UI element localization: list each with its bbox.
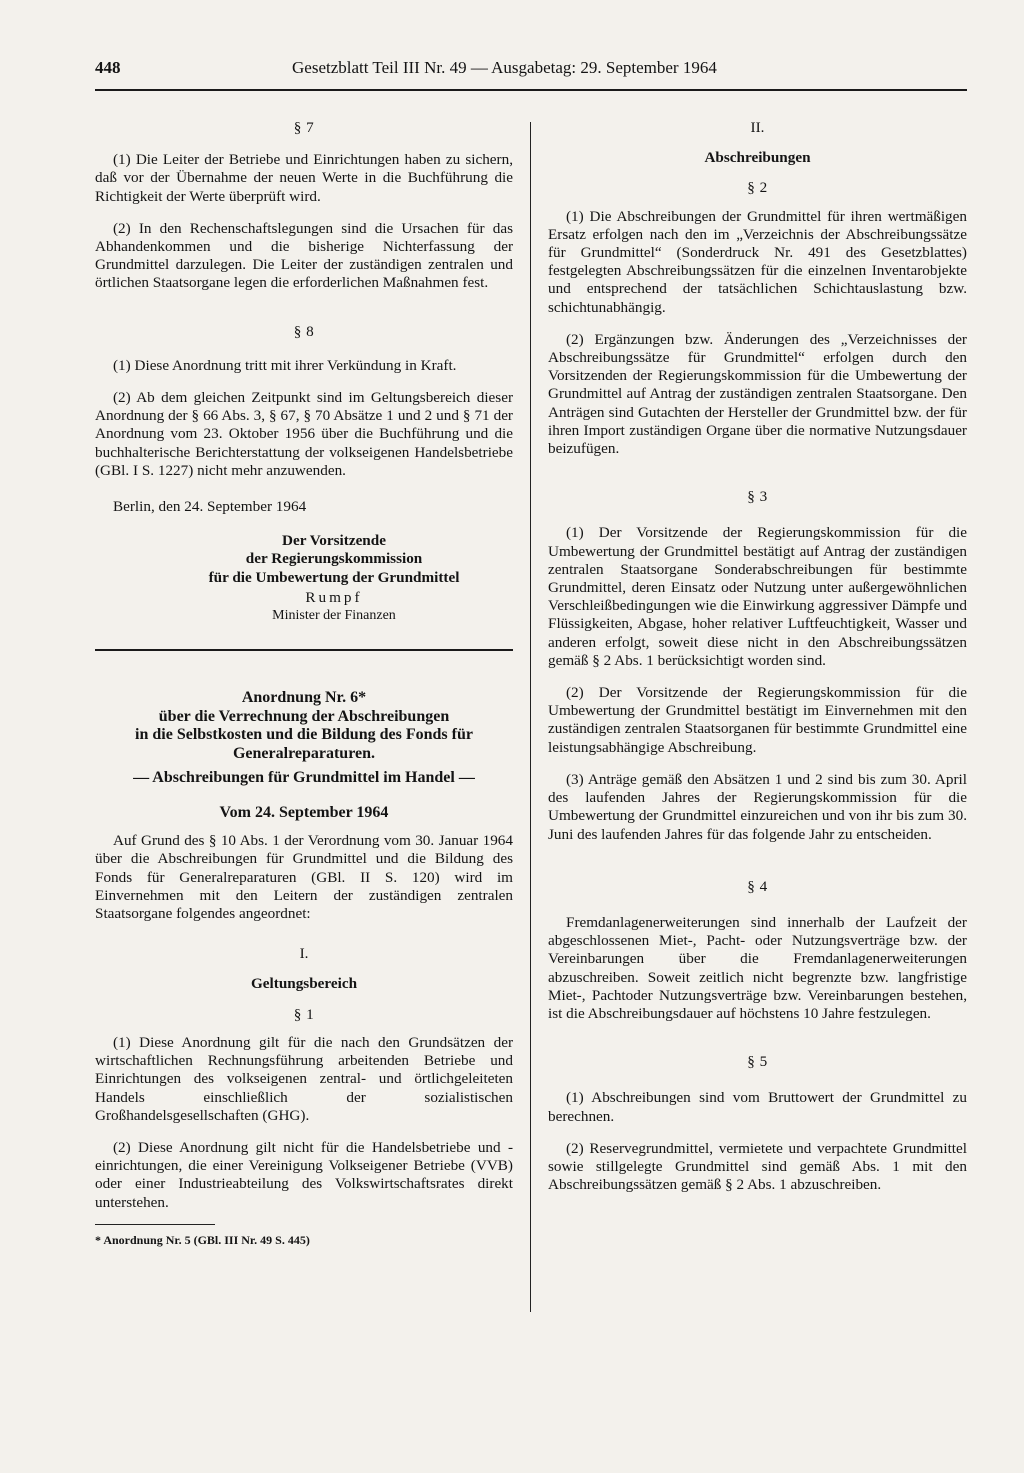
ordinance-title-line-2: über die Verrechnung der Abschreibungen [158, 707, 450, 725]
column-divider [530, 122, 531, 1312]
section-1-heading: § 1 [293, 1005, 315, 1023]
section-2-paragraph-1: (1) Die Abschreibungen der Grundmittel für ihren wertmäßigen Ersatz erfolgen nach den im „Verzeichnis der Abschreibungssätze für Grundmittel“ (Sonderdruck Nr. 491 des Gesetzblattes) festgelegten Abschreibungssätzen für die einzelnen Inventarobjekte und entsprechend der tatsächlichen Schichtauslastung bzw. schichtunabhängig. [548, 207, 967, 316]
section-8-paragraph-1: (1) Diese Anordnung tritt mit ihrer Verkündung in Kraft. [113, 356, 457, 374]
signature-line-3: für die Umbewertung der Grundmittel [208, 568, 460, 586]
ordinance-title-line-3: in die Selbstkosten und die Bildung des Fonds für [135, 726, 473, 744]
signature-block [95, 532, 513, 625]
header-title: Gesetzblatt Teil III Nr. 49 — Ausgabetag: 29. September 1964 [292, 58, 717, 77]
section-2-heading: § 2 [747, 179, 768, 197]
footnote-rule [95, 1224, 215, 1225]
ordinance-title-line-1: Anordnung Nr. 6* [241, 689, 367, 707]
signatory-name: Rumpf [305, 588, 363, 606]
page-number: 448 [95, 58, 121, 77]
ordinance-title-block [95, 689, 513, 822]
date-line: Berlin, den 24. September 1964 [113, 498, 307, 516]
section-8-heading: § 8 [293, 322, 315, 340]
section-8-paragraph-2: (2) Ab dem gleichen Zeitpunkt sind im Geltungsbereich dieser Anordnung der § 66 Abs. 3, § 67, § 70 Absätze 1 und 2 und § 71 der Anordnung vom 23. Oktober 1956 über die Buchführung und die buchhalterische Berichterstattung der volkseigenen Handelsbetriebe (GBl. I S. 1227) nicht mehr anzuwenden. [95, 389, 513, 479]
page-header [95, 58, 966, 88]
section-5-heading: § 5 [747, 1053, 768, 1071]
footnote: * Anordnung Nr. 5 (GBl. III Nr. 49 S. 445) [95, 1232, 310, 1247]
part-1-title: Geltungsbereich [250, 975, 358, 993]
section-7-heading: § 7 [293, 119, 315, 136]
section-4-heading: § 4 [747, 877, 768, 895]
section-7-paragraph-1: (1) Die Leiter der Betriebe und Einrichtungen haben zu sichern, daß vor der Übernahme der neuen Werte in die Buchführung die Richtigkeit der Werte überprüft wird. [95, 151, 513, 205]
ordinance-subtitle: — Abschreibungen für Grundmittel im Handel — [133, 769, 475, 787]
ordinance-date: Vom 24. September 1964 [219, 803, 389, 821]
signature-line-1: Der Vorsitzende [282, 532, 386, 550]
header-rule [95, 89, 967, 91]
section-1-paragraph-1: (1) Diese Anordnung gilt für die nach den Grundsätzen der wirtschaftlichen Rechnungsführung arbeitenden Betriebe und Einrichtungen des volkseigenen zentral- und örtlichgeleiteten Handels einschließlich der sozialistischen Großhandelsgesellschaften (GHG). [95, 1033, 513, 1124]
section-3-paragraph-1: (1) Der Vorsitzende der Regierungskommission für die Umbewertung der Grundmittel bestätigt auf Antrag der zuständigen zentralen Staatsorgane Sonderabschreibungen für bestimmte Grundmittel, deren Einsatz oder Nutzung unter außergewöhnlichen Verschleißbedingungen wie die Einwirkung aggressiver Dämpfe und Flüssigkeiten, Abgase, hoher relativer Luftfeuchtigkeit, Wasser und anderen erfolgt, soweit diese nicht in den Abschreibungssätzen gemäß § 2 Abs. 1 berücksichtigt worden sind. [548, 524, 967, 669]
section-4-paragraph: Fremdanlagenerweiterungen sind innerhalb der Laufzeit der abgeschlossenen Miet-, Pacht- oder Nutzungsverträge bzw. der Vereinbarungen über die Fremdanlagenerweiterungen abzuschreiben. Soweit zeitlich nicht begrenzte bzw. langfristige Miet-, Pachtoder Nutzungsverträge bzw. Vereinbarungen bestehen, ist die Abschreibungsdauer auf höchstens 10 Jahre festzulegen. [548, 913, 967, 1022]
part-2-number: II. [750, 119, 765, 136]
section-divider-rule [95, 649, 513, 651]
right-column [548, 100, 967, 1194]
part-2-title: Abschreibungen [704, 149, 811, 167]
section-3-heading: § 3 [747, 488, 768, 506]
part-1-number: I. [299, 945, 309, 963]
section-1-paragraph-2: (2) Diese Anordnung gilt nicht für die Handelsbetriebe und -einrichtungen, die einer Vereinigung Volkseigener Betriebe (VVB) oder einer Industrieabteilung des Volkswirtschaftsrates direkt unterstehen. [95, 1138, 513, 1211]
signature-line-2: der Regierungskommission [245, 550, 423, 568]
section-2-paragraph-2: (2) Ergänzungen bzw. Änderungen des „Verzeichnisses der Abschreibungssätze für Grundmittel“ erfolgen durch den Vorsitzenden der Regierungskommission für die Umbewertung der Grundmittel auf Antrag der zuständigen zentralen Staatsorgane. Den Anträgen sind Gutachten der Hersteller der Grundmittel bzw. der für ihren Import zuständigen Organe über die normative Nutzungsdauer beizufügen. [548, 330, 967, 458]
ordinance-intro: Auf Grund des § 10 Abs. 1 der Verordnung vom 30. Januar 1964 über die Abschreibungen für Grundmittel und die Bildung des Fonds für Generalreparaturen (GBl. II S. 120) wird im Einvernehmen mit den Leitern der zuständigen zentralen Staatsorgane folgendes angeordnet: [95, 832, 513, 923]
left-column [95, 100, 513, 1249]
section-5-paragraph-1: (1) Abschreibungen sind vom Bruttowert der Grundmittel zu berechnen. [548, 1089, 967, 1125]
section-7-paragraph-2: (2) In den Rechenschaftslegungen sind die Ursachen für das Abhandenkommen und die bisherige Nichterfassung der Grundmittel darzulegen. Die Leiter der zuständigen zentralen und örtlichen Staatsorgane legen die erforderlichen Maßnahmen fest. [95, 219, 513, 292]
section-5-paragraph-2: (2) Reservegrundmittel, vermietete und verpachtete Grundmittel sowie stillgelegte Grundmittel sind gemäß Abs. 1 mit den Abschreibungssätzen gemäß § 2 Abs. 1 abzuschreiben. [548, 1139, 967, 1194]
ordinance-title-line-4: Generalreparaturen. [232, 744, 376, 762]
section-3-paragraph-3: (3) Anträge gemäß den Absätzen 1 und 2 sind bis zum 30. April des laufenden Jahres der Regierungskommission für die Umbewertung der Grundmittel einzureichen und von ihr bis zum 30. Juni des laufenden Jahres für das folgende Jahr zu entscheiden. [548, 770, 967, 843]
signatory-role: Minister der Finanzen [272, 608, 396, 624]
section-3-paragraph-2: (2) Der Vorsitzende der Regierungskommission für die Umbewertung der Grundmittel bestätigt im Einvernehmen mit den zuständigen zentralen Staatsorganen für bestimmte Grundmittel eine leistungsabhängige Abschreibung. [548, 684, 967, 756]
